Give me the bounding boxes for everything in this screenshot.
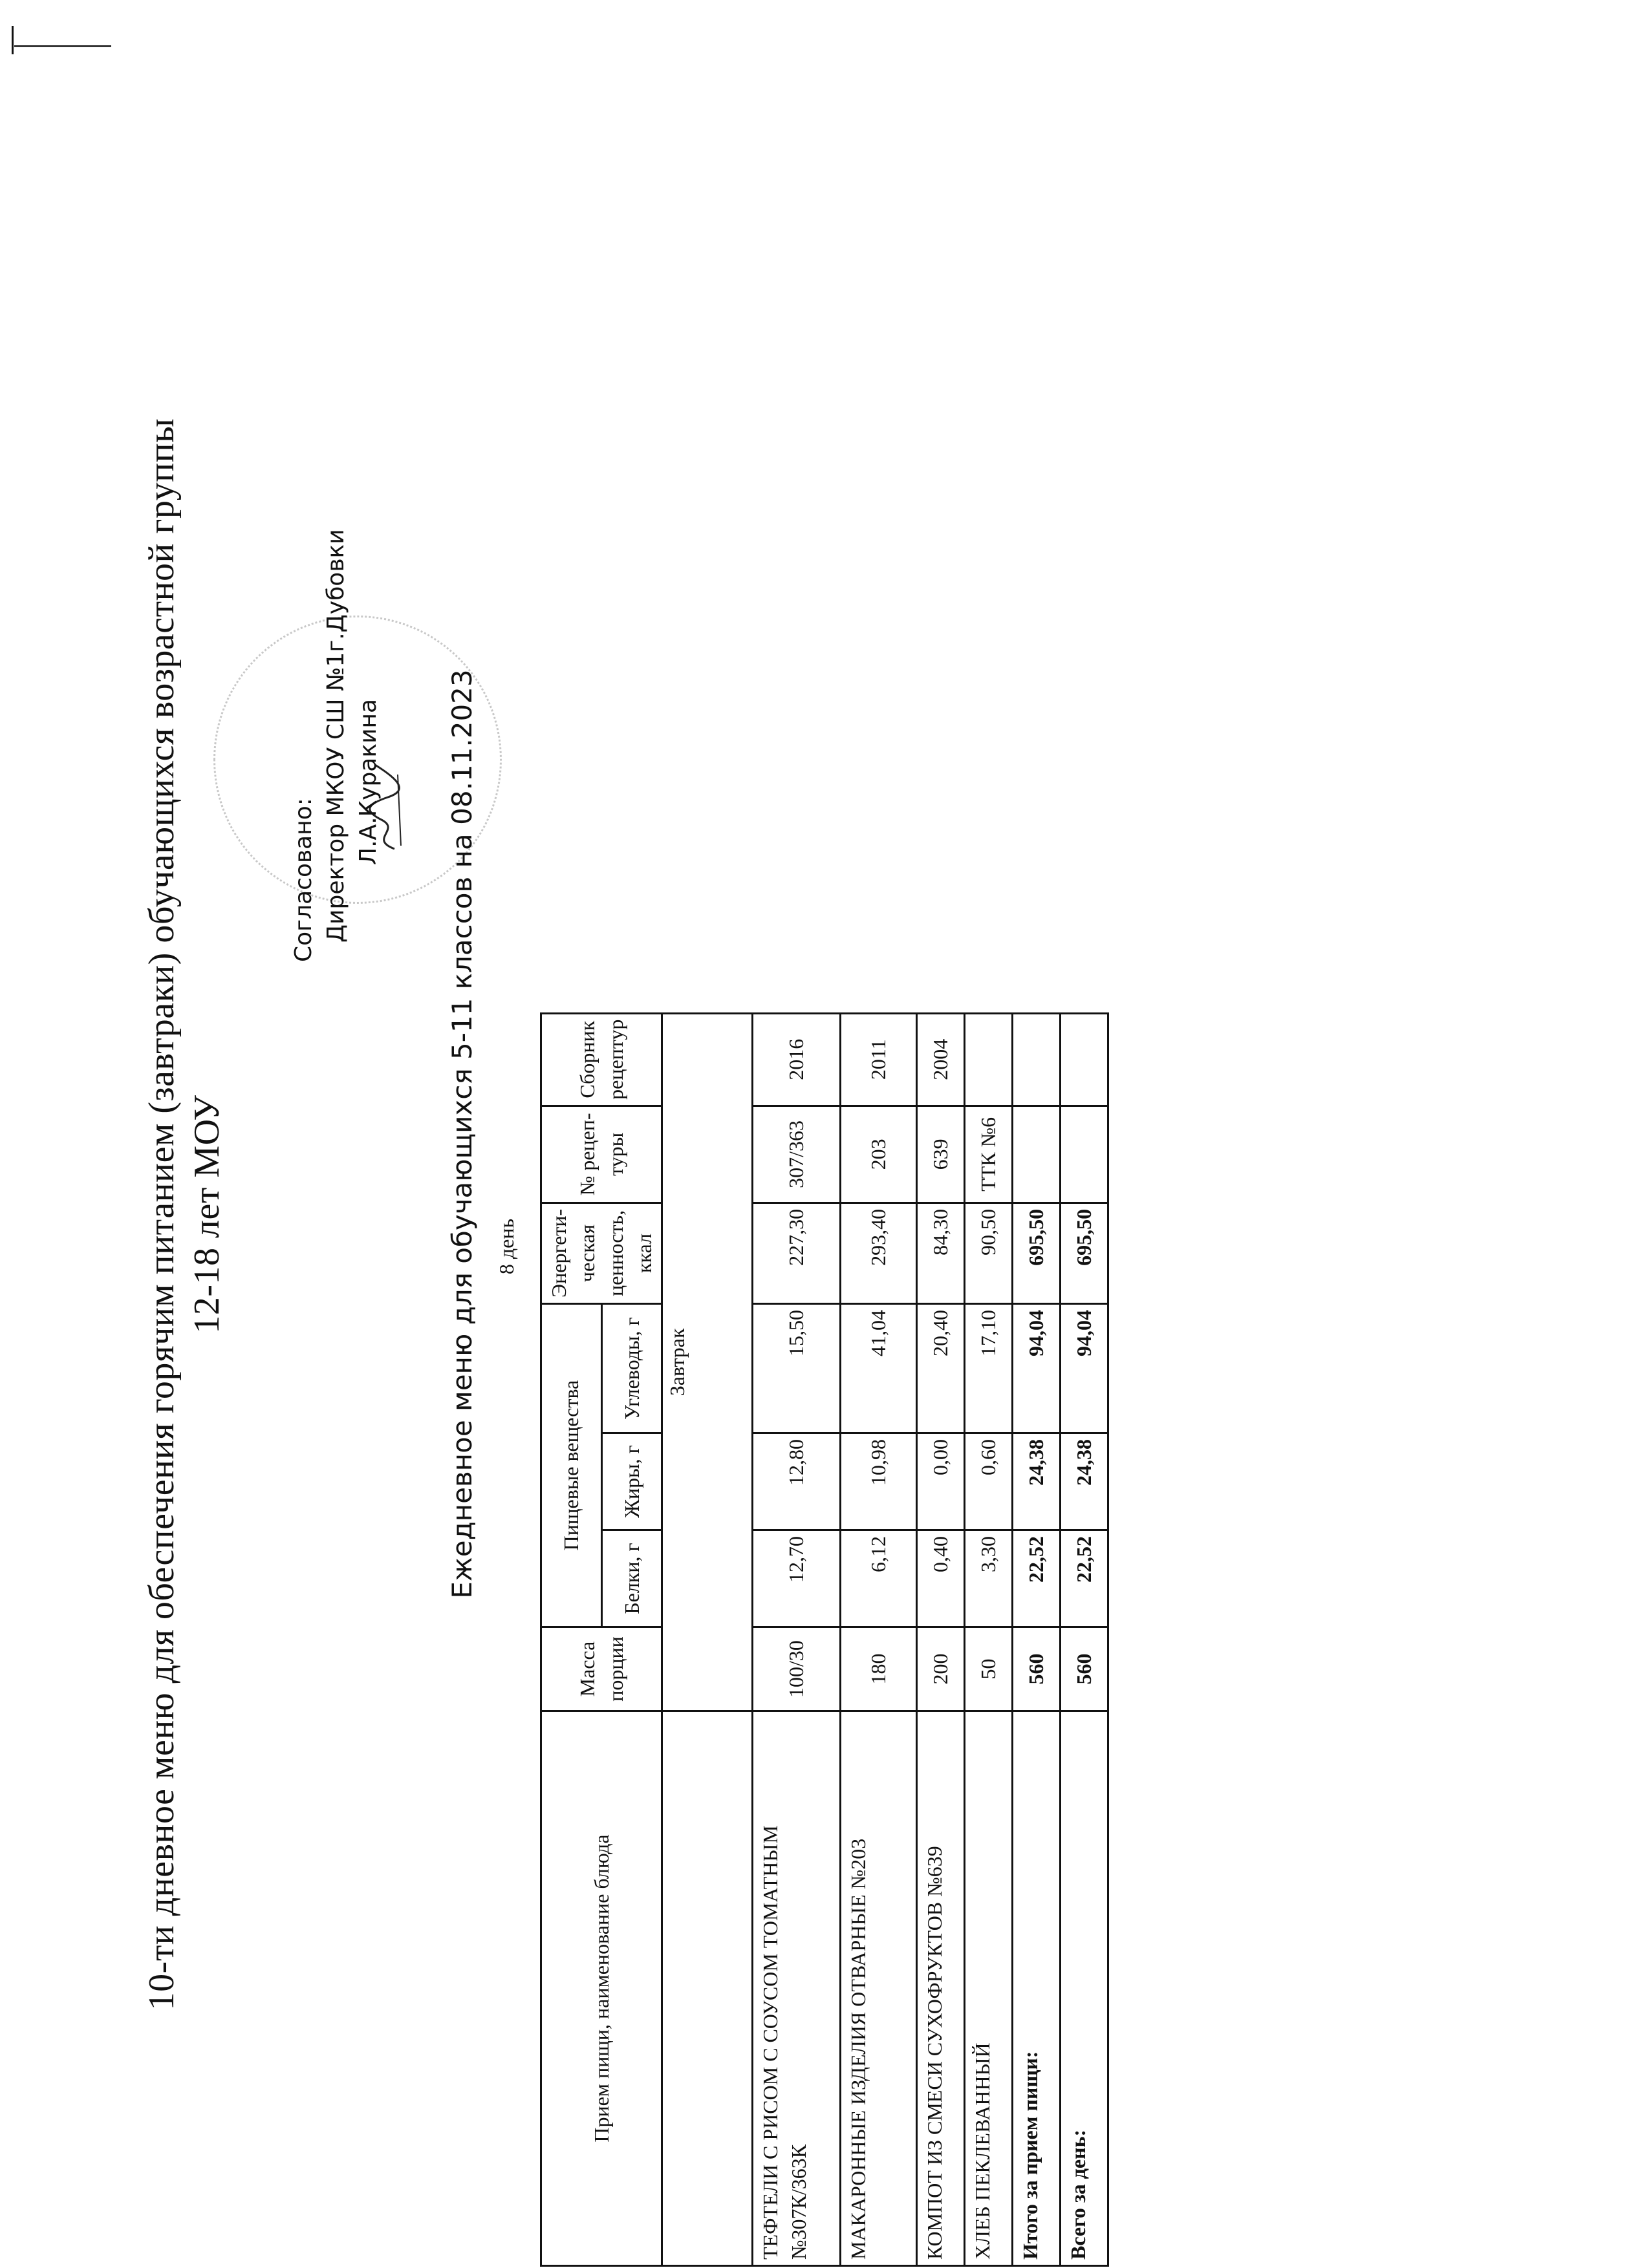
day-total-row [1061,1013,1108,2265]
dish-energy: 84,30 [917,1203,965,1303]
header-proteins: Белки, г [601,1530,662,1627]
table-row [965,1013,1013,2265]
approval-name: Л.А.Куракина [355,698,382,865]
dish-energy: 293,40 [841,1203,917,1303]
dish-fats: 0,60 [965,1433,1013,1530]
table-row [753,1013,841,2265]
dish-mass: 50 [965,1627,1013,1711]
table-row [917,1013,965,2265]
approval-agreed: Согласовано: [290,798,317,962]
dish-collection: 2016 [753,1013,841,1106]
meal-row [662,1013,753,2265]
day-total-recipe-empty [1061,1106,1108,1203]
dish-fats: 10,98 [841,1433,917,1530]
dish-fats: 12,80 [753,1433,841,1530]
dish-name: КОМПОТ ИЗ СМЕСИ СУХОФРУКТОВ №639 [917,1711,965,2266]
meal-total-recipe-empty [1013,1106,1061,1203]
dish-recipe: 639 [917,1106,965,1203]
dish-collection [965,1013,1013,1106]
dish-carbs: 15,50 [753,1304,841,1433]
table-row [841,1013,917,2265]
menu-subtitle: Ежедневное меню для обучающихся 5-11 классов на 08.11.2023 [446,669,478,1599]
header-carbs: Углеводы, г [601,1304,662,1433]
dish-recipe: 307/363 [753,1106,841,1203]
day-total-fats: 24,38 [1061,1433,1108,1530]
header-recipe-no: № рецеп-туры [541,1106,662,1203]
dish-collection: 2004 [917,1013,965,1106]
dish-fats: 0,00 [917,1433,965,1530]
approval-block [288,509,385,962]
meal-total-row [1013,1013,1061,2265]
dish-name: ТЕФТЕЛИ С РИСОМ С СОУСОМ ТОМАТНЫМ №307К/363К [753,1711,841,2266]
day-total-mass: 560 [1061,1627,1108,1711]
meal-total-energy: 695,50 [1013,1203,1061,1303]
day-label: 8 день [495,1218,518,1275]
header-energy: Энергети-ческая ценность, ккал [541,1203,662,1303]
meal-total-fats: 24,38 [1013,1433,1061,1530]
dish-energy: 227,30 [753,1203,841,1303]
day-total-proteins: 22,52 [1061,1530,1108,1627]
dish-proteins: 6,12 [841,1530,917,1627]
dish-proteins: 3,30 [965,1530,1013,1627]
meal-label: Завтрак [662,1013,753,1711]
dish-carbs: 41,04 [841,1304,917,1433]
dish-recipe: ТТК №6 [965,1106,1013,1203]
dish-name: МАКАРОННЫЕ ИЗДЕЛИЯ ОТВАРНЫЕ №203 [841,1711,917,2266]
dish-energy: 90,50 [965,1203,1013,1303]
header-fats: Жиры, г [601,1433,662,1530]
dish-proteins: 12,70 [753,1530,841,1627]
dish-collection: 2011 [841,1013,917,1106]
day-total-energy: 695,50 [1061,1203,1108,1303]
menu-table [540,1012,1109,2267]
title-line-2: 12-18 лет МОУ [187,1095,227,1334]
title-line-1: 10-ти дневное меню для обеспечения горячим питанием (завтраки) обучающихся возрастной группы [142,418,182,2011]
dish-carbs: 20,40 [917,1304,965,1433]
dish-mass: 180 [841,1627,917,1711]
dish-carbs: 17,10 [965,1304,1013,1433]
meal-total-proteins: 22,52 [1013,1530,1061,1627]
header-collection: Сборник рецептур [541,1013,662,1106]
dish-recipe: 203 [841,1106,917,1203]
approval-director: Директор МКОУ СШ №1г.Дубовки [323,529,349,943]
dish-name: ХЛЕБ ПЕКЛЕВАННЫЙ [965,1711,1013,2266]
day-total-carbs: 94,04 [1061,1304,1108,1433]
document-title [139,160,230,2268]
day-total-label: Всего за день: [1061,1711,1108,2266]
dish-mass: 200 [917,1627,965,1711]
meal-total-carbs: 94,04 [1013,1304,1061,1433]
meal-total-mass: 560 [1013,1627,1061,1711]
header-dish: Прием пищи, наименование блюда [541,1711,662,2266]
header-nutrients: Пищевые вещества [541,1304,602,1627]
dish-proteins: 0,40 [917,1530,965,1627]
meal-total-label: Итого за прием пищи: [1013,1711,1061,2266]
meal-empty-cell [662,1711,753,2266]
day-total-collection-empty [1061,1013,1108,1106]
header-mass: Масса порции [541,1627,662,1711]
meal-total-collection-empty [1013,1013,1061,1106]
header-row-1 [541,1013,602,2265]
dish-mass: 100/30 [753,1627,841,1711]
